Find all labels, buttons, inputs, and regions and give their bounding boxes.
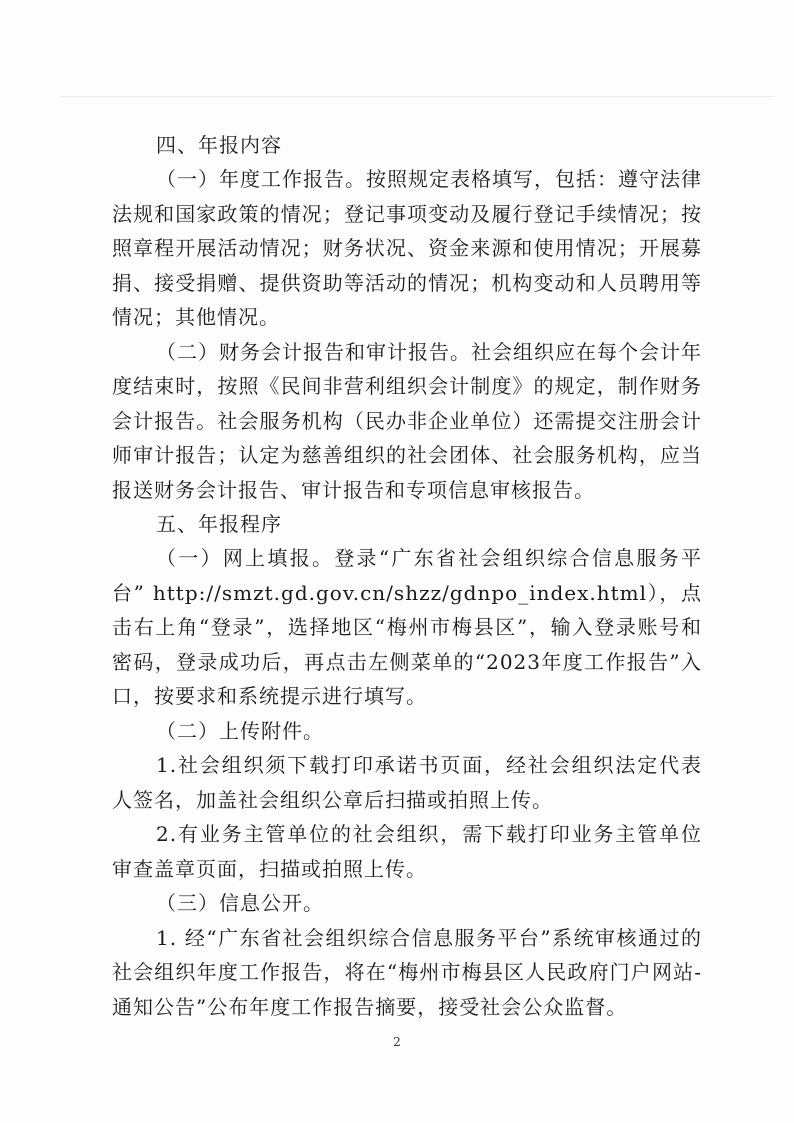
document-body [112, 128, 702, 1024]
scan-artifact-line [60, 96, 774, 97]
paragraph-online-filing: （一）网上填报。登录“广东省社会组织综合信息服务平台” http://smzt.gd.gov.cn/shzz/gdnpo_index.html），点击右上角“登录”，选择地区“梅州市梅县区”，输入登录账号和密码，登录成功后，再点击左侧菜单的“2023年度工作报告”入口，按要求和系统提示进行填写。 [112, 546, 702, 708]
paragraph-upload-attachments-heading: （二）上传附件。 [156, 718, 324, 743]
section-heading-annual-report-content: 四、年报内容 [156, 133, 282, 157]
paragraph-information-disclosure-heading: （三）信息公开。 [156, 891, 324, 915]
paragraph-information-disclosure: 1. 经“广东省社会组织综合信息服务平台”系统审核通过的社会组织年度工作报告，将在“梅州市梅县区人民政府门户网站-通知公告”公布年度工作报告摘要，接受社会公众监督。 [112, 925, 702, 1019]
page-number: 2 [393, 1035, 401, 1049]
paragraph-upload-supervisor-review: 2.有业务主管单位的社会组织，需下载打印业务主管单位审查盖章页面，扫描或拍照上传。 [112, 822, 702, 881]
paragraph-upload-commitment-letter: 1.社会组织须下载打印承诺书页面，经社会组织法定代表人签名，加盖社会组织公章后扫描或拍照上传。 [112, 753, 702, 812]
section-heading-annual-report-procedure: 五、年报程序 [156, 512, 282, 536]
paragraph-annual-work-report: （一）年度工作报告。按照规定表格填写，包括：遵守法律法规和国家政策的情况；登记事项变动及履行登记手续情况；按照章程开展活动情况；财务状况、资金来源和使用情况；开展募捐、接受捐赠、提供资助等活动的情况；机构变动和人员聘用等情况；其他情况。 [112, 167, 702, 329]
paragraph-financial-audit-report: （二）财务会计报告和审计报告。社会组织应在每个会计年度结束时，按照《民间非营利组织会计制度》的规定，制作财务会计报告。社会服务机构（民办非企业单位）还需提交注册会计师审计报告；认定为慈善组织的社会团体、社会服务机构，应当报送财务会计报告、审计报告和专项信息审核报告。 [112, 339, 702, 502]
